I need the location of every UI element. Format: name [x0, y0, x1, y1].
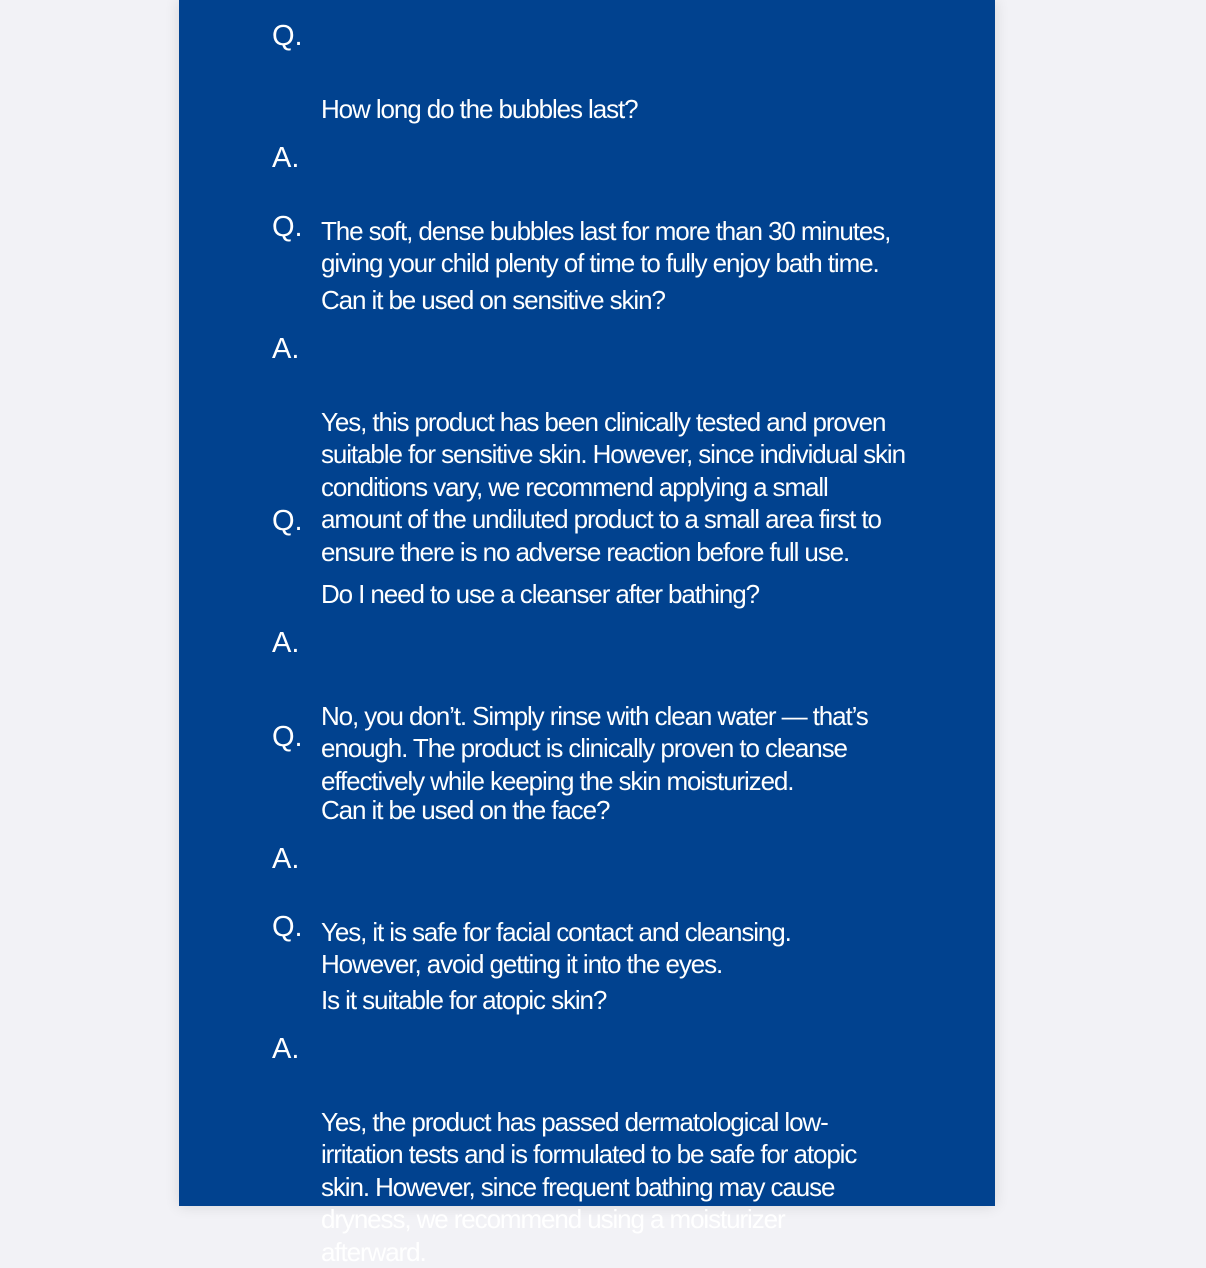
question-text: Can it be used on the face?	[321, 795, 609, 825]
faq-question	[272, 219, 952, 317]
faq-question	[272, 28, 952, 126]
answer-marker: A.	[272, 627, 299, 659]
faq-question	[272, 919, 952, 1017]
question-text: Is it suitable for atopic skin?	[321, 985, 606, 1015]
faq-answer	[272, 1041, 952, 1268]
faq-question	[272, 729, 952, 827]
faq-item	[272, 919, 952, 1268]
question-text: How long do the bubbles last?	[321, 94, 637, 124]
answer-text: The soft, dense bubbles last for more than 30 minutes, giving your child plenty of time to fully enjoy bath time.	[321, 216, 890, 279]
answer-text: Yes, this product has been clinically tested and proven suitable for sensitive skin. However, since individual skin conditions vary, we recommend applying a small amount of the undiluted product to a small area first to ensure there is no adverse reaction before full use.	[321, 407, 905, 567]
question-marker: Q.	[272, 911, 303, 943]
answer-marker: A.	[272, 1033, 299, 1065]
answer-marker: A.	[272, 333, 299, 365]
answer-marker: A.	[272, 843, 299, 875]
question-text: Do I need to use a cleanser after bathing?	[321, 579, 759, 609]
answer-text: Yes, the product has passed dermatological low- irritation tests and is formulated to be safe for atopic skin. However, since frequent bathing may cause dryness, we recommend using a moisturizer afterward.	[321, 1107, 856, 1267]
answer-text: Yes, it is safe for facial contact and cleansing. However, avoid getting it into the eyes.	[321, 917, 791, 980]
question-marker: Q.	[272, 505, 303, 537]
faq-question	[272, 513, 952, 611]
question-marker: Q.	[272, 211, 303, 243]
question-marker: Q.	[272, 721, 303, 753]
question-marker: Q.	[272, 20, 303, 52]
question-text: Can it be used on sensitive skin?	[321, 285, 665, 315]
answer-text: No, you don’t. Simply rinse with clean water — that’s enough. The product is clinically proven to cleanse effectively while keeping the skin moisturized.	[321, 701, 868, 796]
answer-marker: A.	[272, 142, 299, 174]
